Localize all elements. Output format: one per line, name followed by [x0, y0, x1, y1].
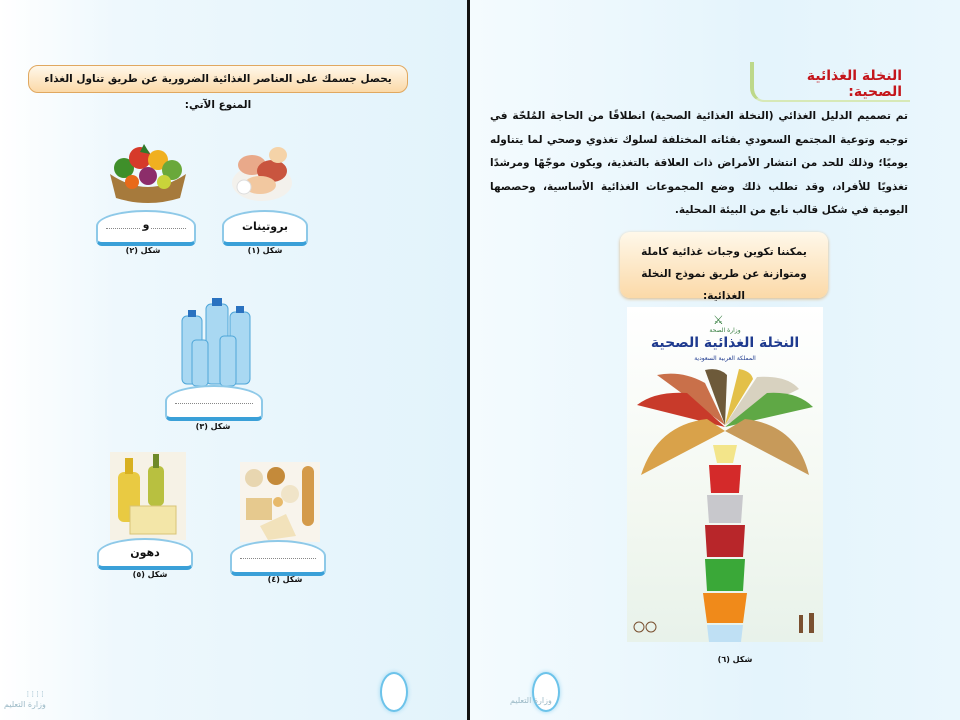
figure-caption: شكل (٥) [132, 570, 168, 579]
right-page [470, 0, 960, 720]
label-card-fruits-vegetables[interactable] [96, 210, 196, 246]
proteins-image [230, 135, 294, 205]
figure-caption: شكل (٤) [267, 575, 303, 584]
page-number-right [532, 672, 560, 712]
food-palm-poster [627, 307, 823, 642]
poster-title: النخلة الغذائية الصحية [650, 335, 800, 351]
figure-label: و [142, 218, 150, 231]
left-page [0, 0, 467, 720]
instruction-banner: يحصل جسمك على العناصر الغذائية الضرورية عن طريق تناول الغذاء المنوع الآتي: [28, 65, 408, 93]
palm-illustration [627, 365, 823, 642]
callout-box: يمكننا تكوين وجبات غذائية كاملة ومتوازنة عن طريق نموذج النخلة الغذائية: [620, 232, 828, 298]
poster-ministry: وزارة الصحة [709, 327, 741, 334]
figure-caption: شكل (٢) [125, 246, 161, 255]
page-number-left [380, 672, 408, 712]
figure-caption-6: شكل (٦) [717, 655, 753, 664]
ministry-emblem-icon: ⚔ [713, 313, 724, 327]
poster-subtitle: المملكة العربية السعودية [694, 355, 756, 362]
figure-caption: شكل (٣) [195, 422, 231, 431]
figure-caption: شكل (١) [247, 246, 283, 255]
label-card-water[interactable] [165, 385, 263, 421]
ministry-logo-left: ⁞⁞⁞⁞ وزارة التعليم [4, 690, 46, 709]
grains-bread-image [240, 462, 320, 542]
figure-label: دهون [130, 546, 160, 559]
fruits-vegetables-image [104, 138, 192, 204]
label-card-proteins[interactable] [222, 210, 308, 246]
intro-paragraph: تم تصميم الدليل الغذائي (النخلة الغذائية الصحية) انطلاقًا من الحاجة المُلحّة في توجيه وتوعية المجتمع السعودي بفئاته المختلفة لسلوك تغذوي وصحي لما يتناوله يوميًا؛ وذلك للحد من انتشار الأمراض ذات العلاقة بالتغذية، ويكون موجّهًا ومرشدًا تغذويًا للأفراد، وقد تطلب ذلك وضع المجموعات الغذائية الأساسية، وحصصها اليومية في شكل قالب نابع من البيئة المحلية. [490, 110, 908, 216]
section-heading: النخلة الغذائية الصحية: [750, 62, 910, 102]
label-card-fats[interactable] [97, 538, 193, 570]
water-bottles-image [176, 296, 256, 390]
logo-mark-icon: ⁞⁞⁞⁞ [26, 690, 46, 700]
ministry-logo-right: وزارة التعليم [510, 696, 552, 705]
oils-image [110, 452, 186, 540]
label-card-grains[interactable] [230, 540, 326, 576]
figure-label: بروتينات [241, 220, 289, 233]
